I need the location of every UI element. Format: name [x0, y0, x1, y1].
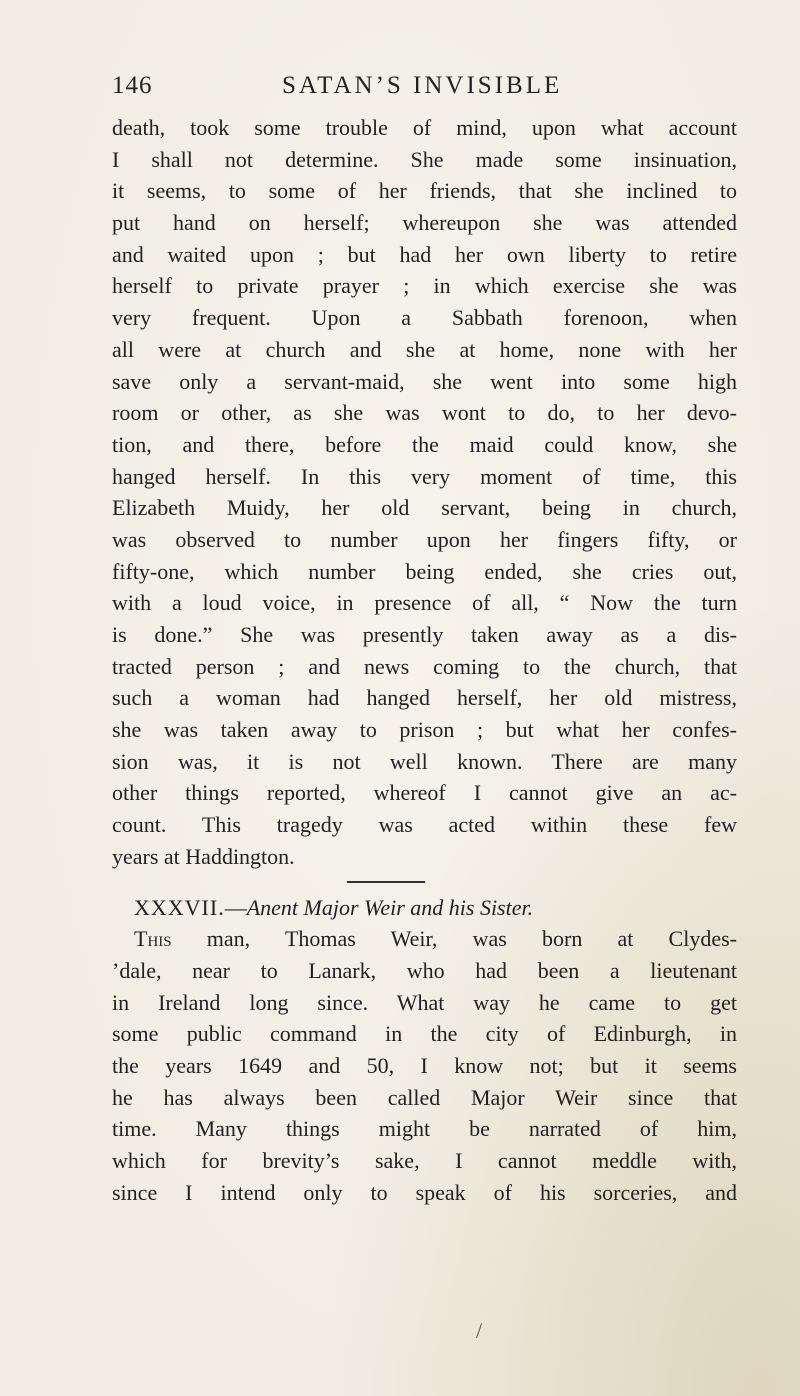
text-line: ’dale, near to Lanark, who had been a lieutenant [112, 957, 737, 983]
text-line: with a loud voice, in presence of all, “ Now the turn [112, 590, 737, 616]
text-line: other things reported, whereof I cannot give an ac- [112, 780, 737, 806]
text-line: since I intend only to speak of his sorceries, and [112, 1179, 737, 1205]
text-line: very frequent. Upon a Sabbath forenoon, when [112, 305, 737, 331]
text-line: it seems, to some of her friends, that she inclined to [112, 178, 737, 204]
section-heading [112, 892, 737, 924]
text-line: she was taken away to prison ; but what her confes- [112, 717, 737, 743]
text-line: which for brevity’s sake, I cannot meddle with, [112, 1148, 737, 1173]
text-line: count. This tragedy was acted within these few [112, 812, 737, 838]
text-line: Elizabeth Muidy, her old servant, being in church, [112, 495, 737, 521]
text-line: tion, and there, before the maid could know, she [112, 431, 737, 457]
text-line-rest: man, Thomas Weir, was born at Clydes- [171, 926, 737, 952]
section-dash: — [224, 894, 247, 920]
text-line: sion was, it is not well known. There are many [112, 748, 737, 774]
text-line: save only a servant-maid, she went into some high [112, 368, 737, 394]
text-line: death, took some trouble of mind, upon what account [112, 115, 737, 140]
text-line: fifty-one, which number being ended, she cries out, [112, 558, 737, 584]
text-line: put hand on herself; whereupon she was attended [112, 210, 737, 236]
footer-mark: / [476, 1318, 483, 1343]
text-line: room or other, as she was wont to do, to her devo- [112, 400, 737, 426]
running-head [112, 72, 712, 108]
text-line: hanged herself. In this very moment of time, this [112, 463, 737, 489]
text-line: some public command in the city of Edinburgh, in [112, 1021, 737, 1047]
text-line: the years 1649 and 50, I know not; but it seems [112, 1052, 737, 1078]
text-line: he has always been called Major Weir since that [112, 1084, 737, 1110]
page-number: 146 [112, 72, 153, 99]
text-line [112, 923, 737, 955]
running-title: SATAN’S INVISIBLE [282, 72, 563, 99]
text-line: was observed to number upon her fingers fifty, or [112, 526, 737, 552]
section-number: XXXVII. [134, 894, 225, 920]
text-line: and waited upon ; but had her own liberty to retire [112, 241, 737, 267]
text-line: all were at church and she at home, none with her [112, 336, 737, 362]
opening-word: This [134, 926, 172, 952]
text-line: such a woman had hanged herself, her old mistress, [112, 685, 737, 711]
text-line: years at Haddington. [112, 843, 295, 869]
text-line: in Ireland long since. What way he came to get [112, 989, 737, 1015]
text-line: I shall not determine. She made some insinuation, [112, 146, 737, 172]
section-title: Anent Major Weir and his Sister. [246, 894, 534, 920]
text-line: is done.” She was presently taken away as a dis- [112, 622, 737, 647]
text-line: herself to private prayer ; in which exercise she was [112, 273, 737, 299]
text-line: time. Many things might be narrated of him, [112, 1116, 737, 1142]
section-divider [112, 873, 737, 892]
body-text [112, 112, 737, 1208]
text-line: tracted person ; and news coming to the church, that [112, 653, 737, 679]
